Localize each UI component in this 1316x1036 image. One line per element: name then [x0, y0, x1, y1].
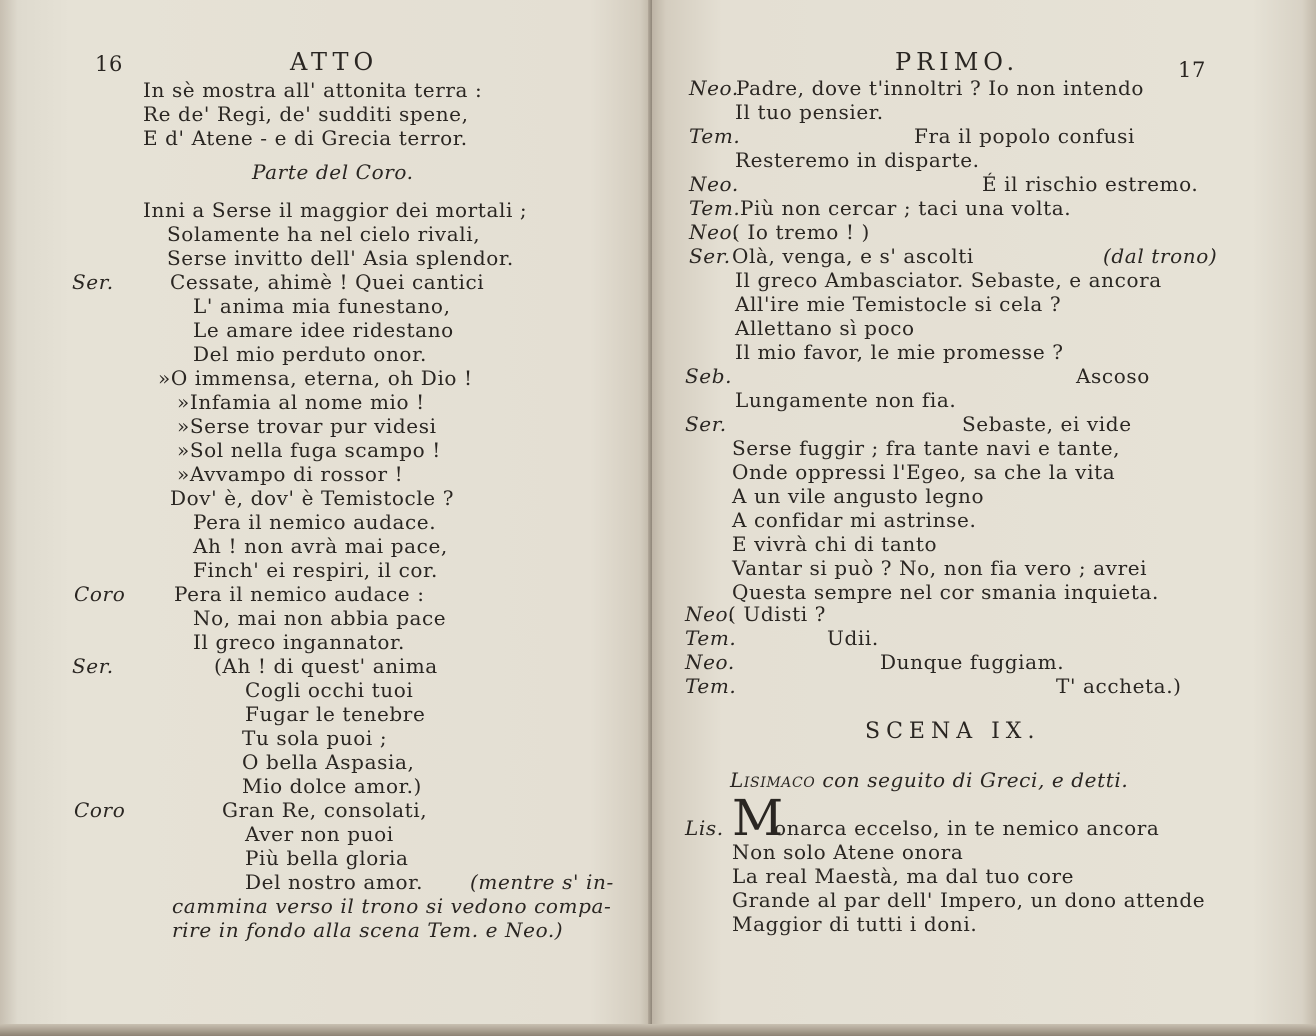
- verse-line: Il greco Ambasciator. Sebaste, e ancora: [735, 268, 1162, 292]
- speaker-label: Neo.: [689, 76, 739, 100]
- verse-line: Olà, venga, e s' ascolti: [732, 244, 974, 268]
- verse-line: onarca eccelso, in te nemico ancora: [774, 816, 1160, 840]
- speaker-label: Coro: [74, 582, 126, 606]
- verse-line: (Ah ! di quest' anima: [214, 654, 438, 678]
- running-head: PRIMO.: [895, 48, 1020, 76]
- verse-line: Gran Re, consolati,: [222, 798, 428, 822]
- stage-direction: (mentre s' in-: [470, 870, 614, 894]
- verse-line: Onde oppressi l'Egeo, sa che la vita: [732, 460, 1116, 484]
- verse-line: Aver non puoi: [245, 822, 394, 846]
- verse-line: Fugar le tenebre: [245, 702, 426, 726]
- character-name: Lisimaco: [730, 768, 816, 792]
- verse-line: »Sol nella fuga scampo !: [177, 438, 441, 462]
- speaker-label: Tem.: [685, 674, 737, 698]
- speaker-label: Tem.: [685, 626, 737, 650]
- verse-line: Fra il popolo confusi: [914, 124, 1136, 148]
- verse-line: Il mio favor, le mie promesse ?: [735, 340, 1064, 364]
- verse-line: Finch' ei respiri, il cor.: [193, 558, 438, 582]
- verse-line: In sè mostra all' attonita terra :: [143, 78, 483, 102]
- verse-line: Le amare idee ridestano: [193, 318, 454, 342]
- speaker-label: Tem.: [689, 124, 741, 148]
- verse-line: ( Udisti ?: [728, 602, 826, 626]
- scene-heading: SCENA IX.: [865, 719, 1041, 744]
- verse-line: Il tuo pensier.: [735, 100, 884, 124]
- verse-line: É il rischio estremo.: [982, 172, 1199, 196]
- verse-line: Grande al par dell' Impero, un dono attende: [732, 888, 1206, 912]
- verse-line: Vantar si può ? No, non fia vero ; avrei: [732, 556, 1148, 580]
- verse-line: Udii.: [827, 626, 879, 650]
- speaker-label: Ser.: [689, 244, 731, 268]
- verse-line: Pera il nemico audace :: [174, 582, 425, 606]
- verse-line: »Serse trovar pur videsi: [177, 414, 437, 438]
- verse-line: Inni a Serse il maggior dei mortali ;: [143, 198, 528, 222]
- verse-line: Re de' Regi, de' sudditi spene,: [143, 102, 469, 126]
- verse-line: Più non cercar ; taci una volta.: [740, 196, 1072, 220]
- scene-cast: [730, 768, 1128, 792]
- verse-line: E vivrà chi di tanto: [732, 532, 938, 556]
- speaker-label: Lis.: [685, 816, 724, 840]
- verse-line: All'ire mie Temistocle si cela ?: [735, 292, 1062, 316]
- stage-direction: (dal trono): [1103, 244, 1218, 268]
- verse-line: Solamente ha nel cielo rivali,: [167, 222, 481, 246]
- verse-line: Sebaste, ei vide: [962, 412, 1132, 436]
- verse-line: »Avvampo di rossor !: [177, 462, 404, 486]
- stage-direction: cammina verso il trono si vedono compa-: [172, 894, 612, 918]
- verse-line: Padre, dove t'innoltri ? Io non intendo: [736, 76, 1145, 100]
- speaker-label: Neo.: [689, 172, 739, 196]
- stage-direction: rire in fondo alla scena Tem. e Neo.): [172, 918, 564, 942]
- verse-line: Lungamente non fia.: [735, 388, 957, 412]
- running-head: ATTO: [290, 48, 379, 76]
- drop-cap: M: [732, 789, 784, 847]
- chorus-heading: Parte del Coro.: [252, 160, 414, 184]
- verse-line: O bella Aspasia,: [242, 750, 415, 774]
- verse-line: A un vile angusto legno: [732, 484, 985, 508]
- left-page: [0, 0, 652, 1036]
- verse-line: Tu sola puoi ;: [242, 726, 388, 750]
- verse-line: ( Io tremo ! ): [732, 220, 870, 244]
- verse-line: Più bella gloria: [245, 846, 409, 870]
- right-page: [652, 0, 1316, 1036]
- scene-cast-rest: con seguito di Greci, e detti.: [822, 768, 1129, 792]
- verse-line: Allettano sì poco: [735, 316, 915, 340]
- verse-line: Cogli occhi tuoi: [245, 678, 414, 702]
- speaker-label: Neo.: [685, 650, 735, 674]
- verse-line: Non solo Atene onora: [732, 840, 964, 864]
- verse-line: Il greco ingannator.: [193, 630, 405, 654]
- verse-line: Mio dolce amor.): [242, 774, 422, 798]
- speaker-label: Neo.: [689, 220, 739, 244]
- speaker-label: Tem.: [689, 196, 741, 220]
- verse-line: Del nostro amor.: [245, 870, 424, 894]
- verse-line: L' anima mia funestano,: [193, 294, 451, 318]
- verse-line: Maggior di tutti i doni.: [732, 912, 978, 936]
- verse-line: Dunque fuggiam.: [880, 650, 1065, 674]
- verse-line: »Infamia al nome mio !: [177, 390, 425, 414]
- verse-line: »O immensa, eterna, oh Dio !: [158, 366, 473, 390]
- speaker-label: Seb.: [685, 364, 733, 388]
- speaker-label: Coro: [74, 798, 126, 822]
- verse-line: La real Maestà, ma dal tuo core: [732, 864, 1075, 888]
- verse-line: Cessate, ahimè ! Quei cantici: [170, 270, 485, 294]
- page-number: 17: [1178, 58, 1206, 82]
- verse-line: Questa sempre nel cor smania inquieta.: [732, 580, 1159, 604]
- page-bottom-edge: [0, 1024, 1316, 1036]
- speaker-label: Ser.: [72, 654, 114, 678]
- verse-line: Del mio perduto onor.: [193, 342, 427, 366]
- verse-line: Ah ! non avrà mai pace,: [193, 534, 448, 558]
- verse-line: Serse invitto dell' Asia splendor.: [167, 246, 514, 270]
- speaker-label: Neo.: [685, 602, 735, 626]
- speaker-label: Ser.: [72, 270, 114, 294]
- page-number: 16: [95, 52, 123, 76]
- verse-line: Resteremo in disparte.: [735, 148, 980, 172]
- verse-line: A confidar mi astrinse.: [732, 508, 977, 532]
- verse-line: No, mai non abbia pace: [193, 606, 447, 630]
- speaker-label: Ser.: [685, 412, 727, 436]
- verse-line: T' accheta.): [1056, 674, 1182, 698]
- verse-line: Dov' è, dov' è Temistocle ?: [170, 486, 455, 510]
- verse-line: Serse fuggir ; fra tante navi e tante,: [732, 436, 1121, 460]
- verse-line: Pera il nemico audace.: [193, 510, 437, 534]
- verse-line: Ascoso: [1076, 364, 1150, 388]
- verse-line: E d' Atene - e di Grecia terror.: [143, 126, 468, 150]
